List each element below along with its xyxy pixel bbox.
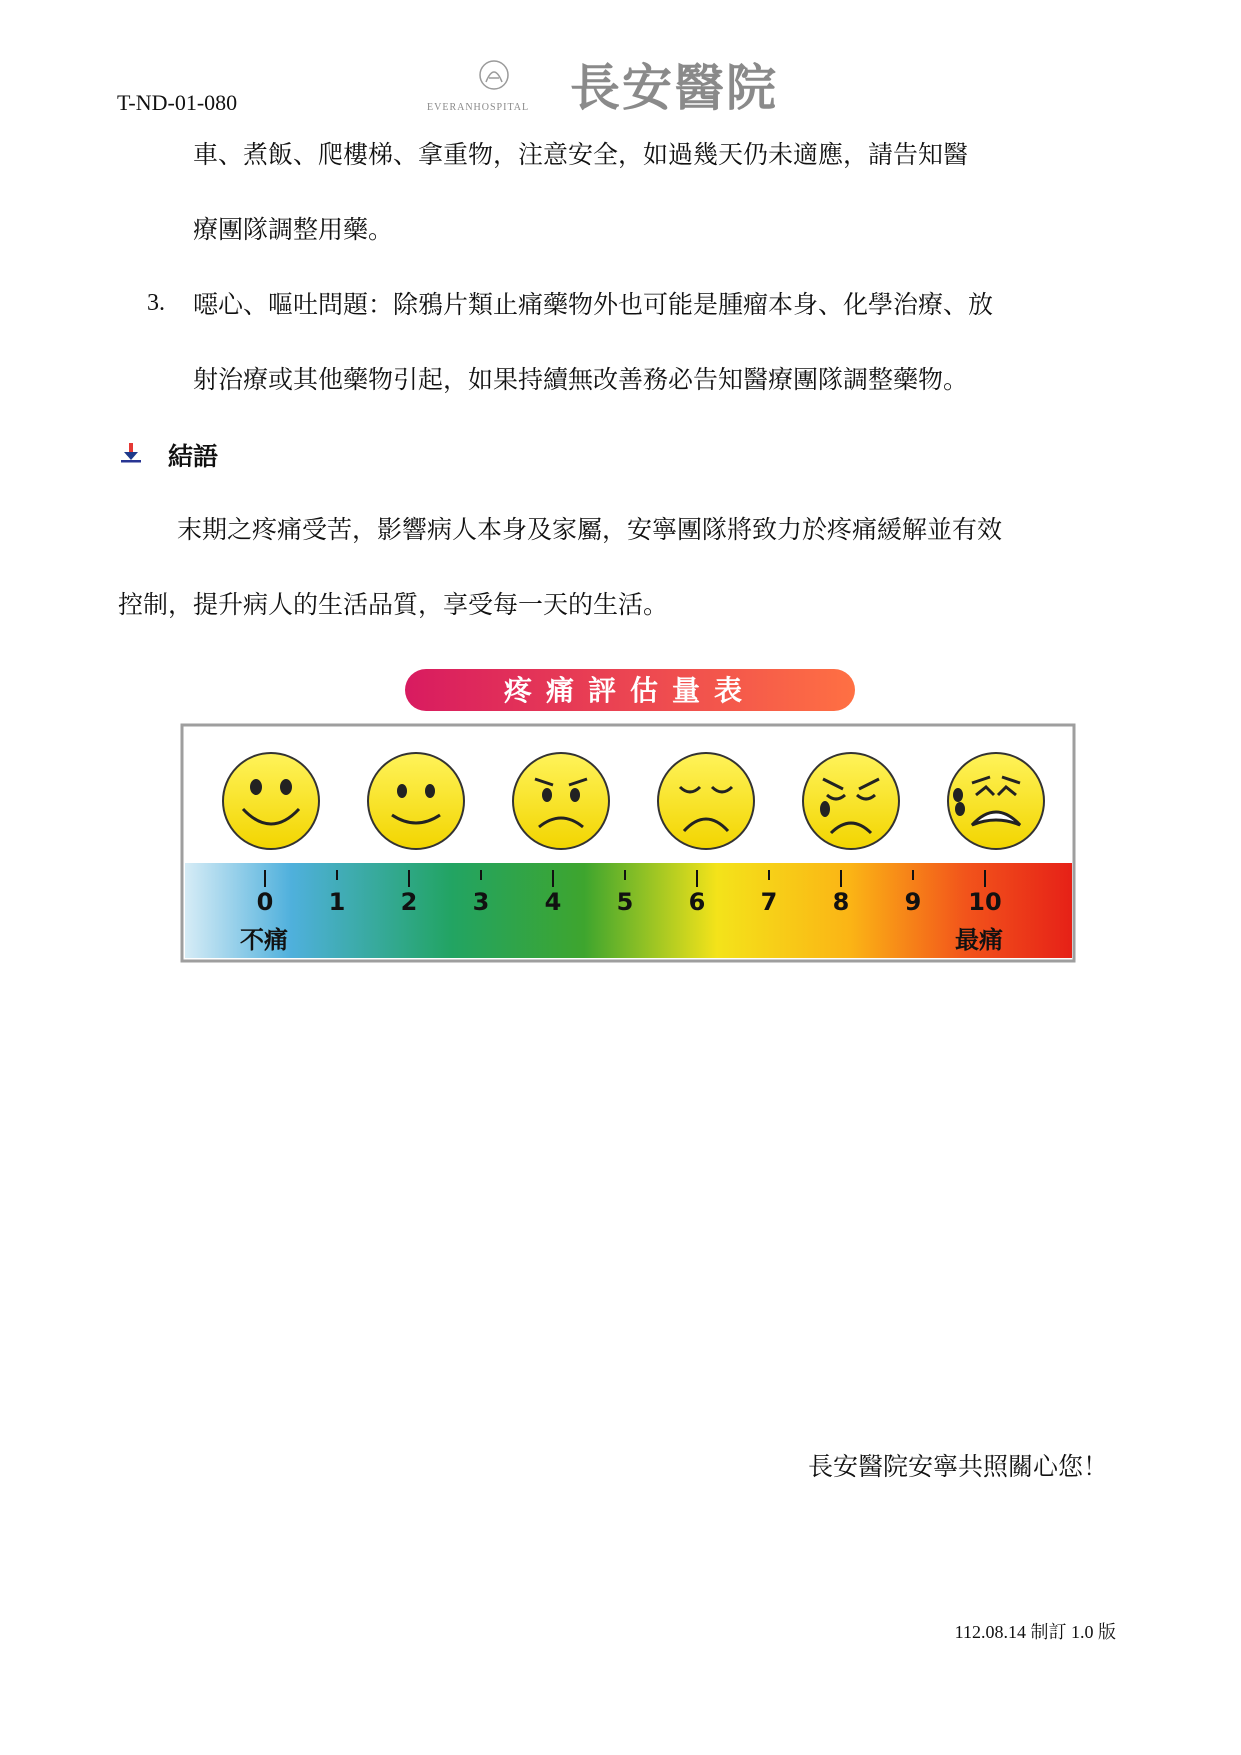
paragraph-line: 末期之疼痛受苦，影響病人本身及家屬，安寧團隊將致力於疼痛緩解並有效 (177, 515, 1003, 544)
hospital-logo (425, 56, 825, 122)
tick-label-4: 4 (544, 888, 562, 916)
tick-label-6: 6 (688, 888, 706, 916)
revision-note: 112.08.14 制訂 1.0 版 (954, 1622, 1116, 1642)
section-heading: 結語 (168, 442, 219, 471)
scale-high-label: 最痛 (955, 926, 1003, 954)
paragraph-line: 控制，提升病人的生活品質，享受每一天的生活。 (118, 590, 669, 619)
logo-english-text: EVERANHOSPITAL (427, 102, 530, 113)
tick-label-1: 1 (328, 888, 346, 916)
tick-label-2: 2 (400, 888, 418, 916)
tick-label-10: 10 (968, 888, 1002, 916)
tick-label-8: 8 (832, 888, 850, 916)
pain-assessment-scale (180, 665, 1080, 965)
list-item-text: 噁心、嘔吐問題：除鴉片類止痛藥物外也可能是腫瘤本身、化學治療、放 (193, 290, 994, 319)
face-2 (368, 753, 464, 849)
face-0 (223, 753, 319, 849)
scale-low-label: 不痛 (240, 926, 288, 954)
face-6 (658, 753, 754, 849)
paragraph-line: 車、煮飯、爬樓梯、拿重物，注意安全，如過幾天仍未適應，請告知醫 (193, 140, 969, 169)
paragraph-line: 療團隊調整用藥。 (193, 215, 394, 244)
scale-title: 疼痛評估量表 (503, 674, 757, 707)
tick-label-5: 5 (616, 888, 634, 916)
list-item-text: 射治療或其他藥物引起，如果持續無改善務必告知醫療團隊調整藥物。 (193, 365, 969, 394)
face-4 (513, 753, 609, 849)
face-8 (803, 753, 899, 849)
document-code: T-ND-01-080 (117, 90, 238, 115)
tick-label-9: 9 (904, 888, 922, 916)
hospital-emblem-icon (477, 58, 511, 92)
face-10 (948, 753, 1044, 849)
arrow-down-bullet-icon (120, 442, 142, 464)
logo-chinese-text: 長安醫院 (570, 59, 778, 117)
tick-label-0: 0 (256, 888, 274, 916)
list-number: 3. (147, 290, 165, 316)
closing-message: 長安醫院安寧共照關心您！ (807, 1452, 1108, 1481)
tick-label-7: 7 (760, 888, 778, 916)
tick-label-3: 3 (472, 888, 490, 916)
